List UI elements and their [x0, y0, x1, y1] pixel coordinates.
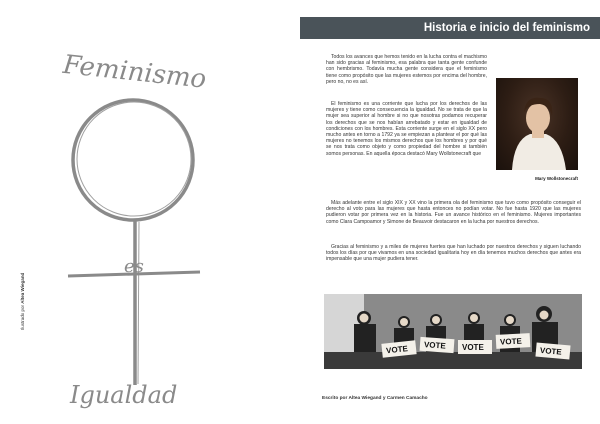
author-credit-label: Escrito por [322, 396, 348, 401]
venus-symbol-illustration [40, 40, 260, 420]
venus-circle-inner-line [77, 102, 191, 216]
author-credit [322, 396, 428, 401]
right-page [300, 0, 600, 424]
vote-sign-2: VOTE [423, 340, 447, 351]
suffragettes-photo [324, 294, 582, 369]
article-paragraph-3: Más adelante entre el siglo XIX y XX vino la primera ola del feminismo que tuvo como propósito conseguir el derecho al voto para las mujeres que hasta entonces no podían votar. No fue hasta 1920 que las mujeres pudieron votar por primera vez en la historia. Fue un avance histórico en el feminismo. Mujeres importantes como Clara Campoamor y Simone de Beauvoir destacaron en la lucha por nuestros derechos. [326, 200, 581, 225]
venus-stem-inner [138, 222, 139, 384]
vote-sign-4: VOTE [499, 336, 523, 347]
illustrator-name: Altea Wiegand [20, 272, 25, 304]
illustrator-credit [20, 273, 25, 330]
vote-sign-5: VOTE [539, 345, 563, 357]
vote-sign-3: VOTE [462, 343, 484, 352]
illustration-word-feminismo: Feminismo [61, 49, 208, 95]
article-title-bar [300, 17, 600, 39]
vote-sign-1: VOTE [385, 344, 409, 356]
illustrator-credit-label: Ilustrado por [20, 304, 25, 330]
article-title: Historia e inicio del feminismo [423, 22, 590, 34]
article-paragraph-4: Gracias al feminismo y a miles de mujeres fuertes que han luchado por nuestros derechos y siguen luchando todos los días por que vivamos en una sociedad igualitaria hoy en día tenemos muchos derechos que antes era impensable que una mujer pudiera tener. [326, 244, 581, 263]
author-names: Altea Wiegand y Carmen Camacho [348, 396, 428, 401]
venus-circle-outline [73, 100, 193, 220]
suffragettes-scene [324, 294, 582, 369]
article-paragraph-1: Todos los avances que hemos tenido en la lucha contra el machismo han sido gracias al feminismo, esa palabra que tanta gente confunde con hembrismo. Todavía mucha gente considera que el feminismo tiene como propósito que las mujeres estemos por encima del hombre, pero no, no es así. [326, 54, 487, 85]
portrait-caption: Mary Wollstonecraft [535, 176, 578, 181]
article-paragraph-2: El feminismo es una corriente que lucha por los derechos de las mujeres y tiene como consecuencia la igualdad. No se trata de que la mujer sea superior al hombre si no que nosotras podamos recuperar los derechos que se nos habían arrebatado y estar en igualdad de condiciones con los hombres. Esta corriente surge en el siglo XX pero mucho antes en torno a 1792 ya se empiezan a plantear el por qué las mujeres no tenemos los mismos derechos que los hombres y por qué se nos trata como objeto y como propiedad del hombre si también somos personas. En aquella época destacó Mary Wollstonecraft que [326, 101, 487, 157]
portrait-photo-mary-wollstonecraft [496, 78, 578, 170]
portrait-figure [496, 78, 578, 170]
illustration-word-es: es [124, 256, 144, 277]
illustration-word-igualdad: Igualdad [70, 381, 178, 409]
